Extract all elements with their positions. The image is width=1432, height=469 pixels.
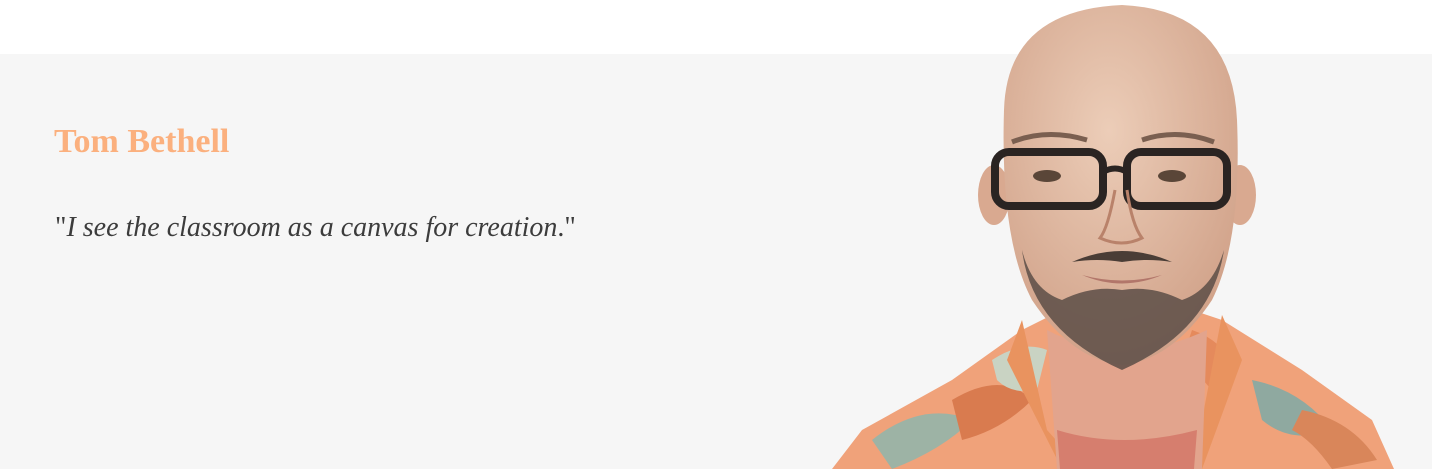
portrait-photo-icon xyxy=(832,0,1432,469)
person-name: Tom Bethell xyxy=(54,123,230,160)
quote-text: I see the classroom as a canvas for creation xyxy=(66,212,558,243)
quote-open-mark: " xyxy=(55,212,67,243)
testimonial-quote xyxy=(55,208,576,248)
quote-close-mark: ." xyxy=(557,212,576,243)
